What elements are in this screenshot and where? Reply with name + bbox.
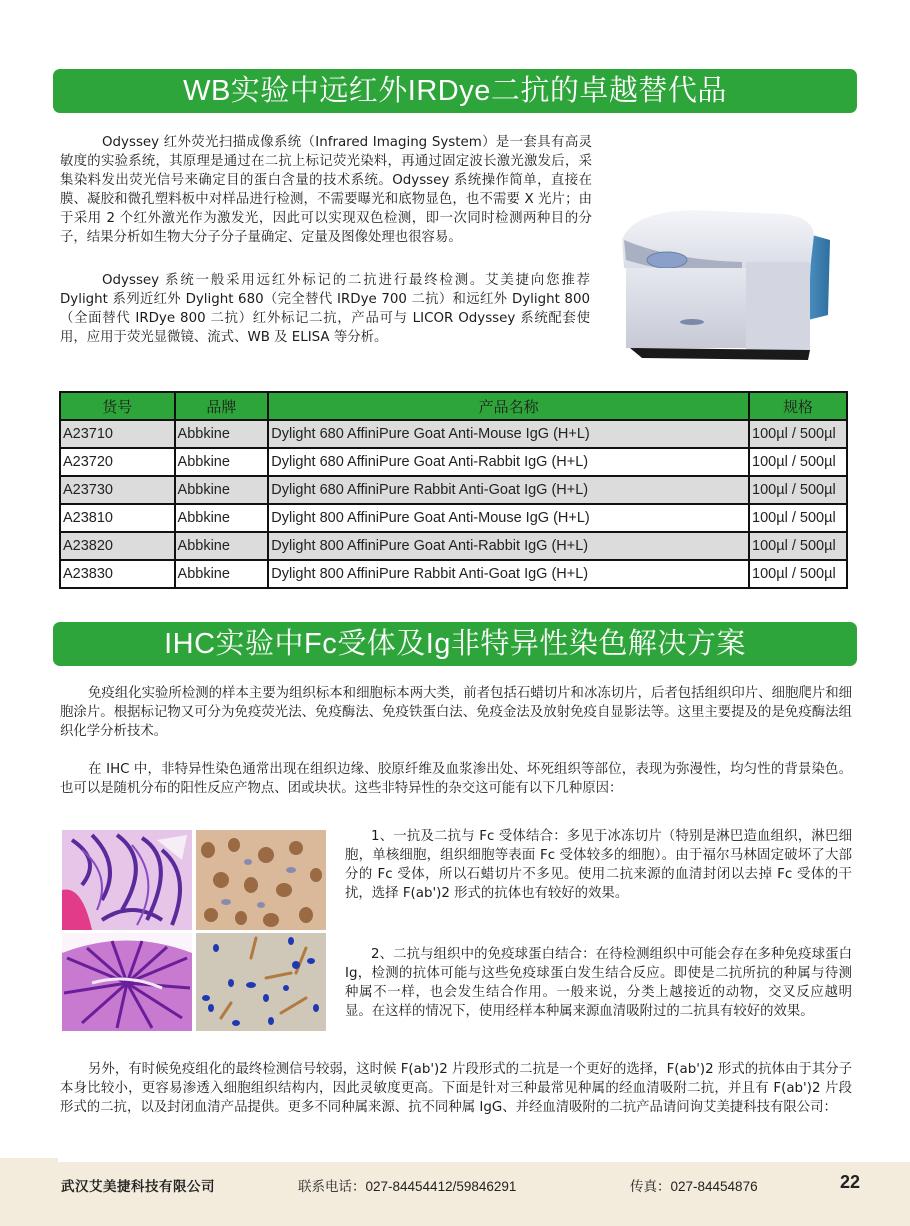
footer-company: 武汉艾美捷科技有限公司 (61, 1179, 215, 1194)
cell-spec: 100µl / 500µl (749, 420, 847, 448)
cell-product-name: Dylight 800 AffiniPure Rabbit Anti-Goat IgG (H+L) (268, 560, 749, 588)
header-product-name: 产品名称 (268, 392, 749, 420)
wb-recommend-text: Odyssey 系统一般采用远红外标记的二抗进行最终检测。艾美捷向您推荐 Dylight 系列近红外 Dylight 680（完全替代 IRDye 700 二抗）和远红外 Dylight 800（全面替代 IRDye 800 二抗）红外标记二抗，产品可与 LICOR Odyssey 系统配套使用，应用于荧光显微镜、流式、WB 及 ELISA 等分析。 (60, 273, 590, 345)
ihc-fab-paragraph (60, 1060, 852, 1117)
histology-image-he-intestine (62, 830, 192, 930)
table-row (60, 532, 847, 560)
histology-image-ihc-fibrous (196, 933, 326, 1031)
header-catalog-no: 货号 (60, 392, 175, 420)
table-row (60, 420, 847, 448)
cell-brand: Abbkine (175, 532, 269, 560)
cell-spec: 100µl / 500µl (749, 448, 847, 476)
header-brand: 品牌 (175, 392, 269, 420)
cell-product-name: Dylight 680 AffiniPure Goat Anti-Rabbit IgG (H+L) (268, 448, 749, 476)
cell-spec: 100µl / 500µl (749, 476, 847, 504)
section-title-ihc: IHC实验中Fc受体及Ig非特异性染色解决方案 (53, 622, 857, 666)
ihc-nonspecific-paragraph (60, 760, 852, 798)
table-row (60, 448, 847, 476)
odyssey-instrument-image (612, 200, 844, 365)
cell-brand: Abbkine (175, 504, 269, 532)
cell-catalog-no: A23820 (60, 532, 175, 560)
cell-product-name: Dylight 800 AffiniPure Goat Anti-Mouse IgG (H+L) (268, 504, 749, 532)
page-number: 22 (840, 1172, 861, 1192)
wb-intro-text: Odyssey 红外荧光扫描成像系统（Infrared Imaging System）是一套具有高灵敏度的实验系统，其原理是通过在二抗上标记荧光染料，再通过固定波长激光激发后，采集染料发出荧光信号来确定目的蛋白含量的技术系统。Odyssey 系统操作简单，直接在膜、凝胶和微孔塑料板中对样品进行检测，不需要曝光和底物显色，也不需要 X 光片；由于采用 2 个红外激光作为激发光，因此可以实现双色检测，即一次同时检测两种目的分子，结果分析如生物大分子分子量确定、定量及图像处理也很容易。 (60, 135, 592, 245)
histology-image-ihc-nuclei (196, 830, 326, 930)
cell-brand: Abbkine (175, 420, 269, 448)
wb-recommend-paragraph (60, 271, 590, 347)
cell-product-name: Dylight 800 AffiniPure Goat Anti-Rabbit IgG (H+L) (268, 532, 749, 560)
cell-brand: Abbkine (175, 560, 269, 588)
cell-catalog-no: A23830 (60, 560, 175, 588)
ihc-fab-text: 另外，有时候免疫组化的最终检测信号较弱，这时候 F(ab')2 片段形式的二抗是一个更好的选择，F(ab')2 形式的抗体由于其分子本身比较小，更容易渗透入细胞组织结构内，因此灵敏度更高。下面是针对三种最常见种属的经血清吸附二抗，并且有 F(ab')2 片段形式的二抗，以及封闭血清产品提供。更多不同种属来源、抗不同种属 IgG、并经血清吸附的二抗产品请问询艾美捷科技有限公司： (60, 1062, 852, 1115)
footer-phone: 联系电话：027-84454412/59846291 (298, 1179, 517, 1194)
table-row (60, 504, 847, 532)
cell-spec: 100µl / 500µl (749, 504, 847, 532)
table-header-row (60, 392, 847, 420)
ihc-intro-paragraph (60, 684, 852, 741)
cell-product-name: Dylight 680 AffiniPure Rabbit Anti-Goat IgG (H+L) (268, 476, 749, 504)
cell-catalog-no: A23730 (60, 476, 175, 504)
ihc-reason1-text: 1、一抗及二抗与 Fc 受体结合：多见于冰冻切片（特别是淋巴造血组织，淋巴细胞，单核细胞，组织细胞等表面 Fc 受体较多的细胞）。由于福尔马林固定破坏了大部分的 Fc 受体，所以石蜡切片不多见。使用二抗来源的血清封闭以去掉 Fc 受体的干扰，选择 F(ab')2 形式的抗体也有较好的效果。 (345, 829, 852, 901)
ihc-reason2-paragraph (345, 945, 852, 1021)
footer-fax: 传真：027-84454876 (630, 1179, 758, 1194)
cell-catalog-no: A23810 (60, 504, 175, 532)
product-table (59, 391, 848, 589)
cell-brand: Abbkine (175, 476, 269, 504)
ihc-reason2-text: 2、二抗与组织中的免疫球蛋白结合：在待检测组织中可能会存在多种免疫球蛋白 Ig，检测的抗体可能与这些免疫球蛋白发生结合反应。即使是二抗所抗的种属与待测种属不一样，也会发生结合作用。一般来说，分类上越接近的动物，交叉反应越明显。在这样的情况下，使用经样本种属来源血清吸附过的二抗具有较好的效果。 (345, 947, 852, 1019)
cell-brand: Abbkine (175, 448, 269, 476)
ihc-nonspecific-text: 在 IHC 中，非特异性染色通常出现在组织边缘、胶原纤维及血浆渗出处、坏死组织等部位，表现为弥漫性，均匀性的背景染色。也可以是随机分布的阳性反应产物点、团或块状。这些非特异性的杂交这可能有以下几种原因： (60, 762, 852, 796)
section-title-wb: WB实验中远红外IRDye二抗的卓越替代品 (53, 69, 857, 113)
ihc-reason1-paragraph (345, 827, 852, 903)
cell-catalog-no: A23710 (60, 420, 175, 448)
table-row (60, 476, 847, 504)
histology-image-he-section (62, 933, 192, 1031)
cell-product-name: Dylight 680 AffiniPure Goat Anti-Mouse IgG (H+L) (268, 420, 749, 448)
table-row (60, 560, 847, 588)
cell-spec: 100µl / 500µl (749, 560, 847, 588)
cell-spec: 100µl / 500µl (749, 532, 847, 560)
cell-catalog-no: A23720 (60, 448, 175, 476)
ihc-intro-text: 免疫组化实验所检测的样本主要为组织标本和细胞标本两大类，前者包括石蜡切片和冰冻切片，后者包括组织印片、细胞爬片和细胞涂片。根据标记物又可分为免疫荧光法、免疫酶法、免疫铁蛋白法、免疫金法及放射免疫自显影法等。这里主要提及的是免疫酶法组织化学分析技术。 (60, 686, 852, 739)
header-spec: 规格 (749, 392, 847, 420)
